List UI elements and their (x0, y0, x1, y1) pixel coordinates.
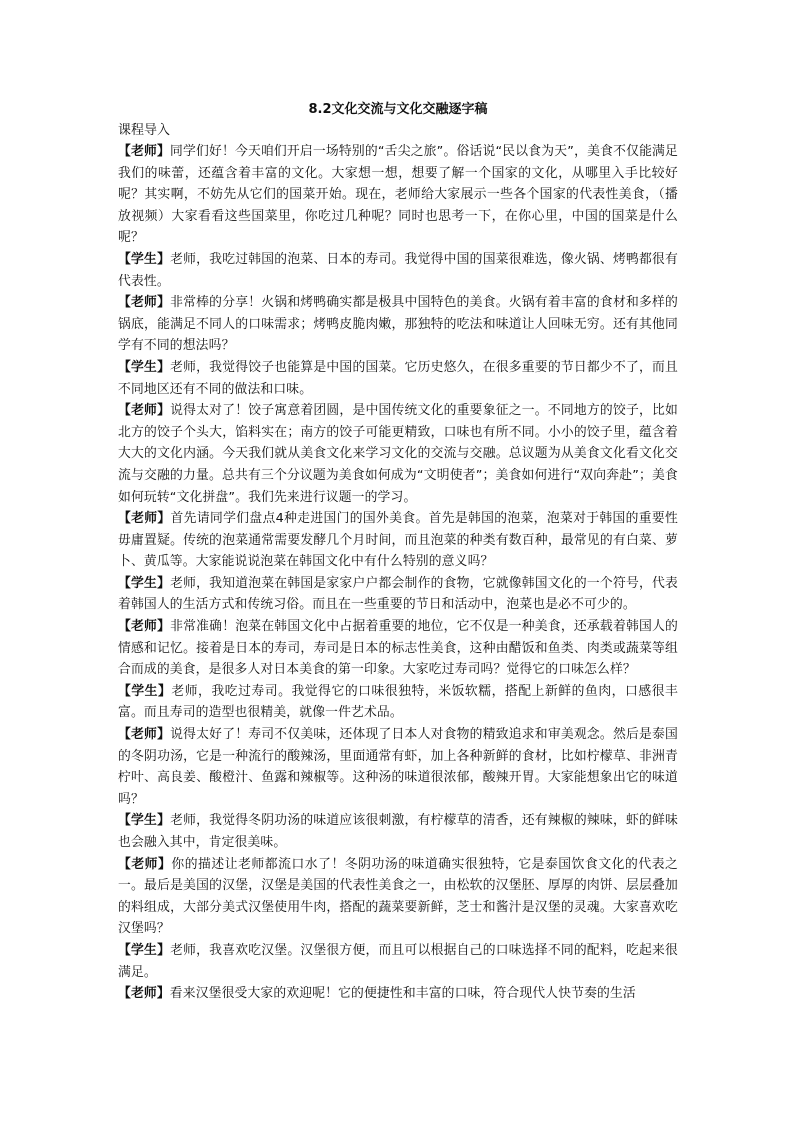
paragraph-text: 首先请同学们盘点4种走进国门的国外美食。首先是韩国的泡菜，泡菜对于韩国的重要性毋庸置疑。传统的泡菜通常需要发酵几个月时间，而且泡菜的种类有数百种，最常见的有白菜、萝卜、黄瓜等。大家能说说泡菜在韩国文化中有什么特别的意义吗？ (118, 511, 678, 570)
paragraph (118, 724, 678, 810)
paragraph (118, 940, 678, 983)
paragraph (118, 854, 678, 940)
paragraph (118, 983, 678, 1005)
paragraph-text: 说得太对了！饺子寓意着团圆，是中国传统文化的重要象征之一。不同地方的饺子，比如北方的饺子个头大，馅料实在；南方的饺子可能更精致，口味也有所不同。小小的饺子里，蕴含着大大的文化内涵。今天我们就从美食文化来学习文化的交流与交融。总议题为从美食文化看文化交流与交融的力量。总共有三个分议题为美食如何成为“文明使者”；美食如何进行“双向奔赴”；美食如何玩转“文化拼盘”。我们先来进行议题一的学习。 (118, 403, 678, 505)
paragraph (118, 141, 678, 249)
paragraph-text: 老师，我吃过寿司。我觉得它的口味很独特，米饭软糯，搭配上新鲜的鱼肉，口感很丰富。而且寿司的造型也很精美，就像一件艺术品。 (118, 683, 678, 721)
paragraph-text: 非常准确！泡菜在韩国文化中占据着重要的地位，它不仅是一种美食，还承载着韩国人的情感和记忆。接着是日本的寿司，寿司是日本的标志性美食，这种由醋饭和鱼类、肉类或蔬菜等组合而成的美食，是很多人对日本美食的第一印象。大家吃过寿司吗？觉得它的口味怎么样？ (118, 619, 678, 678)
paragraph-text: 同学们好！今天咱们开启一场特别的“舌尖之旅”。俗话说“民以食为天”，美食不仅能满足我们的味蕾，还蕴含着丰富的文化。大家想一想，想要了解一个国家的文化，从哪里入手比较好呢？其实啊，不妨先从它们的国菜开始。现在，老师给大家展示一些各个国家的代表性美食，（播放视频）大家看看这些国菜里，你吃过几种呢？同时也思考一下，在你心里，中国的国菜是什么呢？ (118, 144, 678, 246)
paragraph-text: 老师，我知道泡菜在韩国是家家户户都会制作的食物，它就像韩国文化的一个符号，代表着韩国人的生活方式和传统习俗。而且在一些重要的节日和活动中，泡菜也是必不可少的。 (118, 575, 678, 613)
paragraph-text: 看来汉堡很受大家的欢迎呢！它的便捷性和丰富的口味，符合现代人快节奏的生活 (169, 986, 636, 1002)
paragraph (118, 292, 678, 357)
paragraph-text: 老师，我觉得饺子也能算是中国的国菜。它历史悠久，在很多重要的节日都少不了，而且不同地区还有不同的做法和口味。 (118, 359, 678, 397)
document-page (118, 100, 678, 1005)
speaker-label: 【老师】 (118, 511, 171, 527)
paragraph (118, 810, 678, 853)
paragraph-text: 老师，我吃过韩国的泡菜、日本的寿司。我觉得中国的国菜很难选，像火锅、烤鸭都很有代表性。 (118, 251, 678, 289)
speaker-label: 【学生】 (118, 251, 171, 267)
paragraph (118, 249, 678, 292)
speaker-label: 【老师】 (118, 727, 171, 743)
speaker-label: 【老师】 (118, 403, 171, 419)
paragraph (118, 573, 678, 616)
paragraph (118, 400, 678, 508)
speaker-label: 【老师】 (118, 856, 172, 872)
speaker-label: 【学生】 (118, 942, 171, 958)
speaker-label: 【学生】 (118, 683, 172, 699)
document-title: 8.2文化交流与文化交融逐字稿 (308, 102, 488, 117)
speaker-label: 【老师】 (118, 619, 171, 635)
speaker-label: 【老师】 (118, 986, 170, 1002)
paragraph-text: 说得太好了！寿司不仅美味，还体现了日本人对食物的精致追求和审美观念。然后是泰国的冬阴功汤，它是一种流行的酸辣汤，里面通常有虾，加上各种新鲜的食材，比如柠檬草、非洲青柠叶、高良姜、酸橙汁、鱼露和辣椒等。这种汤的味道很浓郁，酸辣开胃。大家能想象出它的味道吗？ (118, 727, 678, 807)
speaker-label: 【学生】 (118, 575, 171, 591)
paragraph-text: 你的描述让老师都流口水了！冬阴功汤的味道确实很独特，它是泰国饮食文化的代表之一。最后是美国的汉堡，汉堡是美国的代表性美食之一，由松软的汉堡胚、厚厚的肉饼、层层叠加的料组成，大部分美式汉堡使用牛肉，搭配的蔬菜要新鲜，芝士和酱汁是汉堡的灵魂。大家喜欢吃汉堡吗？ (118, 856, 678, 937)
speaker-label: 【学生】 (118, 359, 171, 375)
speaker-label: 【老师】 (118, 295, 171, 311)
section-heading: 课程导入 (118, 123, 171, 138)
paragraph (118, 357, 678, 400)
paragraph (118, 508, 678, 573)
paragraph (118, 616, 678, 681)
speaker-label: 【老师】 (118, 144, 170, 159)
paragraph (118, 681, 678, 724)
paragraph-text: 非常棒的分享！火锅和烤鸭确实都是极具中国特色的美食。火锅有着丰富的食材和多样的锅底，能满足不同人的口味需求；烤鸭皮脆肉嫩，那独特的吃法和味道让人回味无穷。还有其他同学有不同的想法吗？ (118, 295, 678, 354)
speaker-label: 【学生】 (118, 813, 171, 829)
paragraph-text: 老师，我觉得冬阴功汤的味道应该很刺激，有柠檬草的清香，还有辣椒的辣味，虾的鲜味也会融入其中，肯定很美味。 (118, 813, 678, 850)
paragraph-text: 老师，我喜欢吃汉堡。汉堡很方便，而且可以根据自己的口味选择不同的配料，吃起来很满足。 (118, 942, 678, 980)
